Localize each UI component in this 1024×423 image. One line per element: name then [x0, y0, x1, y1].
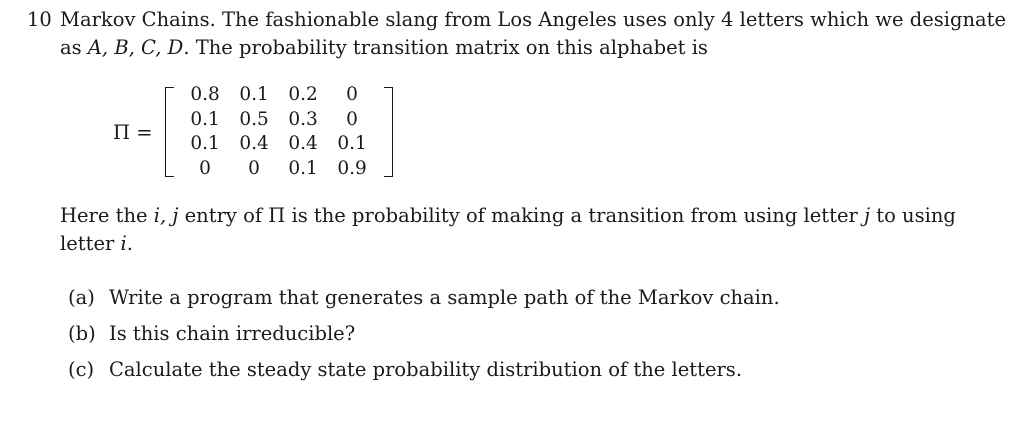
matrix-cell: 0.1	[239, 84, 269, 106]
matrix-cell: 0	[346, 84, 358, 106]
matrix-row	[181, 108, 377, 133]
matrix-row	[181, 83, 377, 108]
matrix-left-bracket	[165, 87, 174, 177]
matrix-cell: 0.9	[337, 157, 367, 179]
matrix-explanation	[60, 202, 1005, 258]
subquestion-a	[68, 282, 780, 318]
explanation-text: Here the	[60, 204, 154, 227]
matrix-cell: 0.4	[239, 133, 269, 155]
matrix-cell: 0.3	[288, 108, 318, 130]
subquestion-label: (c)	[68, 358, 95, 381]
subquestion-c	[68, 354, 780, 390]
explanation-text: letter	[60, 232, 121, 255]
matrix-cell: 0.2	[288, 84, 318, 106]
matrix-row	[181, 157, 377, 182]
subquestion-label: (b)	[68, 322, 96, 345]
problem-line2-prefix: as	[60, 36, 88, 59]
matrix-cell: 0	[248, 157, 260, 179]
explanation-text: entry of Π is the probability of making a transition from using letter	[178, 204, 865, 227]
explanation-text: to using	[870, 204, 956, 227]
explanation-text: .	[126, 232, 133, 255]
matrix-cell: 0	[199, 157, 211, 179]
matrix-cell: 0.8	[190, 84, 220, 106]
subquestion-b	[68, 318, 780, 354]
index-ij: i, j	[153, 204, 179, 227]
matrix-cell: 0.1	[190, 108, 220, 130]
problem-line2-suffix: . The probability transition matrix on this alphabet is	[183, 36, 708, 59]
subquestion-text: Write a program that generates a sample path of the Markov chain.	[109, 286, 780, 309]
matrix-cell: 0.5	[239, 108, 269, 130]
matrix-cell: 0.1	[337, 133, 367, 155]
alphabet-letters: A, B, C, D	[87, 36, 184, 59]
subquestion-label: (a)	[68, 286, 95, 309]
matrix-table	[181, 83, 377, 181]
subquestion-text: Calculate the steady state probability distribution of the letters.	[109, 358, 743, 381]
index-j: j	[864, 204, 871, 227]
matrix-symbol: Π =	[113, 120, 153, 144]
matrix-row	[181, 132, 377, 157]
problem-line-2	[27, 34, 1007, 62]
matrix-right-bracket	[384, 87, 393, 177]
subquestion-text: Is this chain irreducible?	[109, 322, 356, 345]
matrix-cell: 0.4	[288, 133, 318, 155]
problem-statement	[27, 6, 1007, 62]
problem-intro-text: Markov Chains. The fashionable slang from Los Angeles uses only 4 letters which we designate	[60, 8, 1007, 31]
problem-number: 10	[27, 8, 52, 31]
matrix-cell: 0	[346, 108, 358, 130]
matrix-cell: 0.1	[288, 157, 318, 179]
subquestions-list	[68, 282, 780, 390]
index-i: i	[120, 232, 127, 255]
transition-matrix	[165, 83, 393, 181]
transition-matrix-equation	[113, 82, 393, 182]
matrix-cell: 0.1	[190, 133, 220, 155]
problem-line-1	[27, 6, 1007, 34]
